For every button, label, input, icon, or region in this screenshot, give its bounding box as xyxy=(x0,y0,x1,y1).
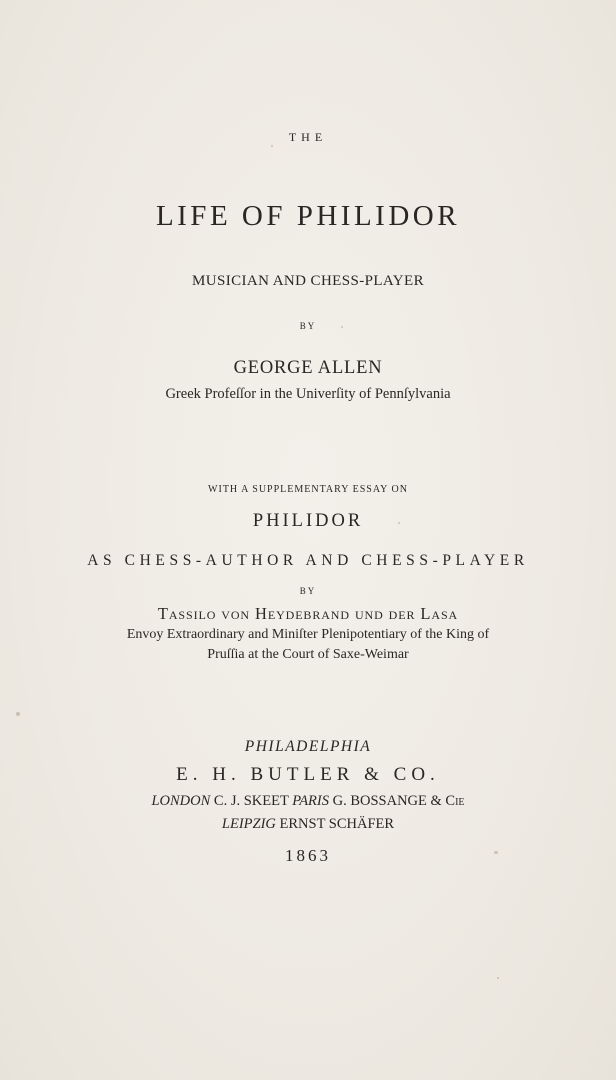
imprint-co-publishers xyxy=(0,793,616,810)
leipzig-publisher: ERNST SCHÄFER xyxy=(279,816,395,832)
by-label-2: BY xyxy=(299,586,317,596)
by-label: BY xyxy=(299,321,317,331)
imprint-publisher: E. H. BUTLER & CO. xyxy=(176,764,440,785)
paris-publisher: G. BOSSANGE & xyxy=(332,793,442,809)
author-name: GEORGE ALLEN xyxy=(233,358,383,378)
book-subtitle: MUSICIAN AND CHESS-PLAYER xyxy=(192,273,424,289)
publication-year: 1863 xyxy=(285,846,331,865)
book-title: LIFE OF PHILIDOR xyxy=(155,200,461,232)
paper-speck xyxy=(271,145,273,147)
second-author-role-line-1: Envoy Extraordinary and Miniſter Plenipotentiary of the King of xyxy=(126,627,490,642)
paris-label: PARIS xyxy=(292,793,329,809)
second-author-role-line-2: Pruſſia at the Court of Saxe-Weimar xyxy=(207,647,409,662)
author-role: Greek Profeſſor in the Univerſity of Pennſylvania xyxy=(165,386,451,402)
supplement-subtitle: AS CHESS-AUTHOR AND CHESS-PLAYER xyxy=(87,552,529,569)
paper-speck xyxy=(16,712,20,716)
supplement-line: WITH A SUPPLEMENTARY ESSAY ON xyxy=(208,484,408,495)
second-author-name: Tassilo von Heydebrand und der Lasa xyxy=(157,604,459,623)
imprint-city: PHILADELPHIA xyxy=(244,738,372,755)
london-label: LONDON xyxy=(151,793,211,809)
london-publisher: C. J. SKEET xyxy=(213,793,289,809)
supplement-subject: PHILIDOR xyxy=(252,511,364,531)
paris-publisher-suffix: Cie xyxy=(445,793,465,809)
paper-speck xyxy=(497,977,499,979)
imprint-leipzig xyxy=(0,816,616,833)
title-prefix: THE xyxy=(288,130,328,144)
leipzig-label: LEIPZIG xyxy=(221,816,276,832)
